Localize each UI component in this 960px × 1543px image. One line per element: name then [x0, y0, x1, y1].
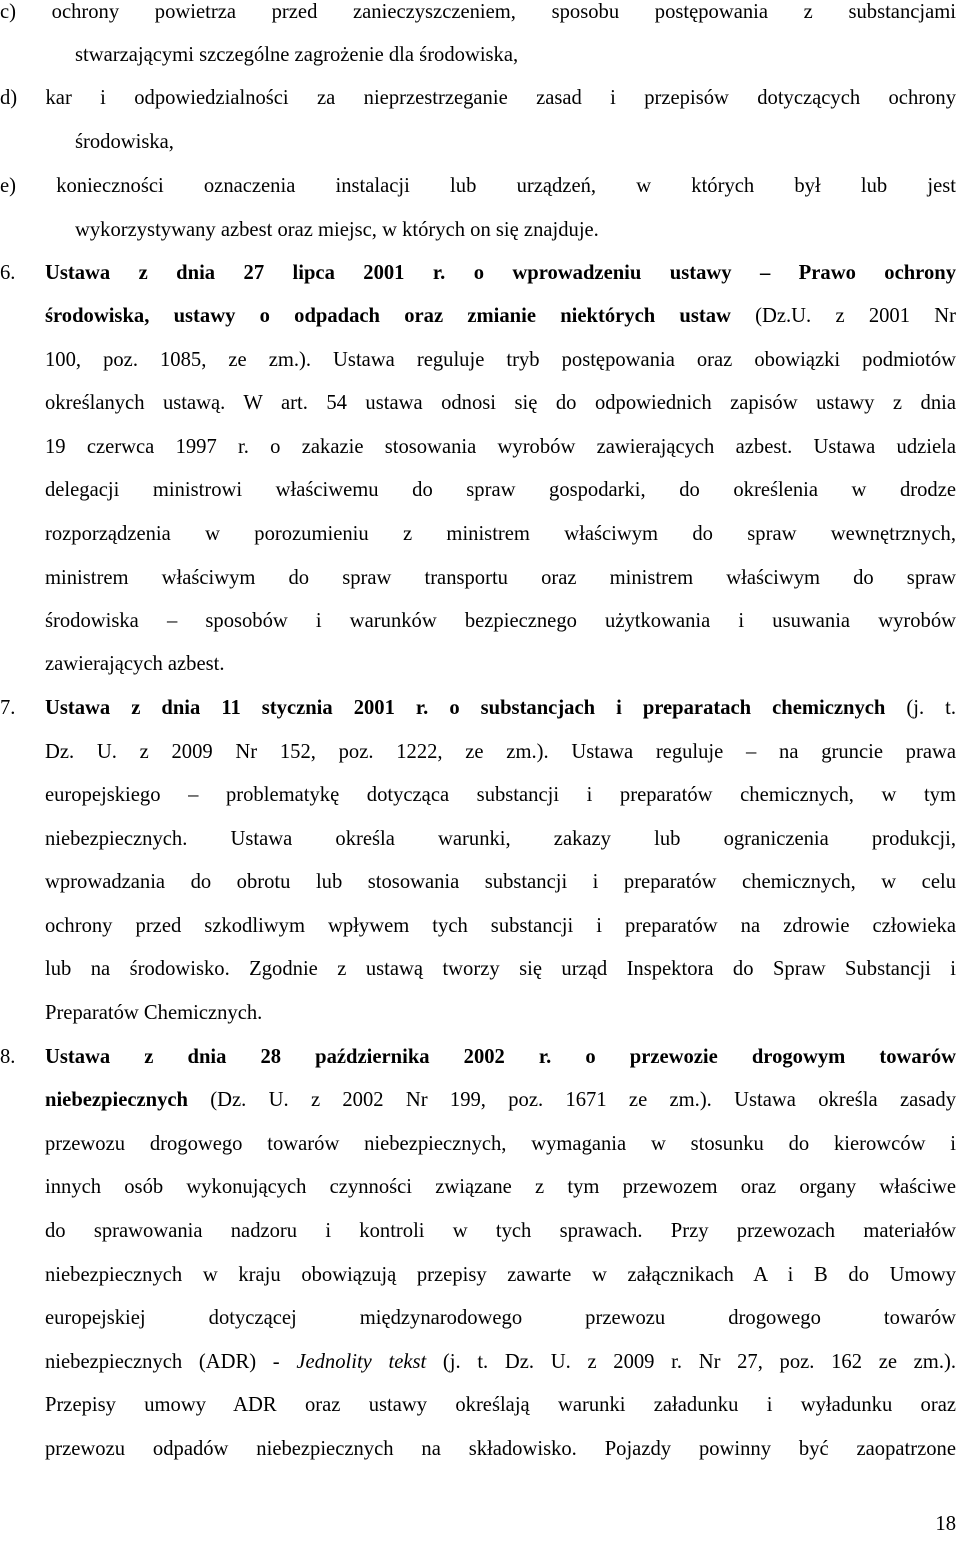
- item-c-line-2: stwarzającymi szczególne zagrożenie dla środowiska,: [75, 44, 519, 66]
- section-7-number: 7.: [0, 697, 16, 719]
- section-8-line-7: europejskiej dotyczącej międzynarodowego przewozu drogowego towarów: [45, 1307, 956, 1329]
- section-6-line-3: 100, poz. 1085, ze zm.). Ustawa reguluje tryb postępowania oraz obowiązki podmiotów: [45, 349, 956, 371]
- section-7-line-7: lub na środowisko. Zgodnie z ustawą tworzy się urząd Inspektora do Spraw Substancji i: [45, 958, 956, 980]
- page-number: 18: [935, 1513, 956, 1535]
- section-7-line-3: europejskiego – problematykę dotycząca substancji i preparatów chemicznych, w tym: [45, 784, 956, 806]
- section-8-line-8: niebezpiecznych (ADR) - Jednolity tekst (j. t. Dz. U. z 2009 r. Nr 27, poz. 162 ze zm.).: [45, 1351, 956, 1373]
- section-6-line-9: środowiska – sposobów i warunków bezpiecznego użytkowania i usuwania wyrobów: [45, 610, 956, 632]
- section-7-line-2: Dz. U. z 2009 Nr 152, poz. 1222, ze zm.). Ustawa reguluje – na gruncie prawa: [45, 741, 956, 763]
- item-d-line-2: środowiska,: [75, 131, 174, 153]
- section-8-line-10: przewozu odpadów niebezpiecznych na składowisko. Pojazdy powinny być zaopatrzone: [45, 1438, 956, 1460]
- section-7-line-8: Preparatów Chemicznych.: [45, 1002, 263, 1024]
- item-c-line-1: c) ochrony powietrza przed zanieczyszczeniem, sposobu postępowania z substancjami: [0, 1, 956, 23]
- section-8-number: 8.: [0, 1046, 16, 1068]
- section-6-line-5: 19 czerwca 1997 r. o zakazie stosowania wyrobów zawierających azbest. Ustawa udziela: [45, 436, 956, 458]
- section-7-line-1: Ustawa z dnia 11 stycznia 2001 r. o substancjach i preparatach chemicznych (j. t.: [45, 697, 956, 719]
- section-6-line-8: ministrem właściwym do spraw transportu oraz ministrem właściwym do spraw: [45, 567, 956, 589]
- section-6-line-1: Ustawa z dnia 27 lipca 2001 r. o wprowadzeniu ustawy – Prawo ochrony: [45, 262, 956, 284]
- section-8-line-6: niebezpiecznych w kraju obowiązują przepisy zawarte w załącznikach A i B do Umowy: [45, 1264, 956, 1286]
- section-7-line-6: ochrony przed szkodliwym wpływem tych substancji i preparatów na zdrowie człowieka: [45, 915, 956, 937]
- section-6-line-4: określanych ustawą. W art. 54 ustawa odnosi się do odpowiednich zapisów ustawy z dnia: [45, 392, 956, 414]
- section-7-line-5: wprowadzania do obrotu lub stosowania substancji i preparatów chemicznych, w celu: [45, 871, 956, 893]
- section-6-line-10: zawierających azbest.: [45, 653, 225, 675]
- section-7-line-4: niebezpiecznych. Ustawa określa warunki, zakazy lub ograniczenia produkcji,: [45, 828, 956, 850]
- section-6-line-2: środowiska, ustawy o odpadach oraz zmianie niektórych ustaw (Dz.U. z 2001 Nr: [45, 305, 956, 327]
- section-8-line-3: przewozu drogowego towarów niebezpiecznych, wymagania w stosunku do kierowców i: [45, 1133, 956, 1155]
- item-e-line-1: e) konieczności oznaczenia instalacji lub urządzeń, w których był lub jest: [0, 175, 956, 197]
- section-6-number: 6.: [0, 262, 16, 284]
- item-e-line-2: wykorzystywany azbest oraz miejsc, w których on się znajduje.: [75, 219, 599, 241]
- section-8-line-1: Ustawa z dnia 28 października 2002 r. o przewozie drogowym towarów: [45, 1046, 956, 1068]
- section-8-line-2: niebezpiecznych (Dz. U. z 2002 Nr 199, poz. 1671 ze zm.). Ustawa określa zasady: [45, 1089, 956, 1111]
- section-8-line-5: do sprawowania nadzoru i kontroli w tych sprawach. Przy przewozach materiałów: [45, 1220, 956, 1242]
- section-8-line-4: innych osób wykonujących czynności związane z tym przewozem oraz organy właściwe: [45, 1176, 956, 1198]
- section-6-line-6: delegacji ministrowi właściwemu do spraw gospodarki, do określenia w drodze: [45, 479, 956, 501]
- section-8-line-9: Przepisy umowy ADR oraz ustawy określają warunki załadunku i wyładunku oraz: [45, 1394, 956, 1416]
- section-6-line-7: rozporządzenia w porozumieniu z ministrem właściwym do spraw wewnętrznych,: [45, 523, 956, 545]
- item-d-line-1: d) kar i odpowiedzialności za nieprzestrzeganie zasad i przepisów dotyczących ochrony: [0, 87, 956, 109]
